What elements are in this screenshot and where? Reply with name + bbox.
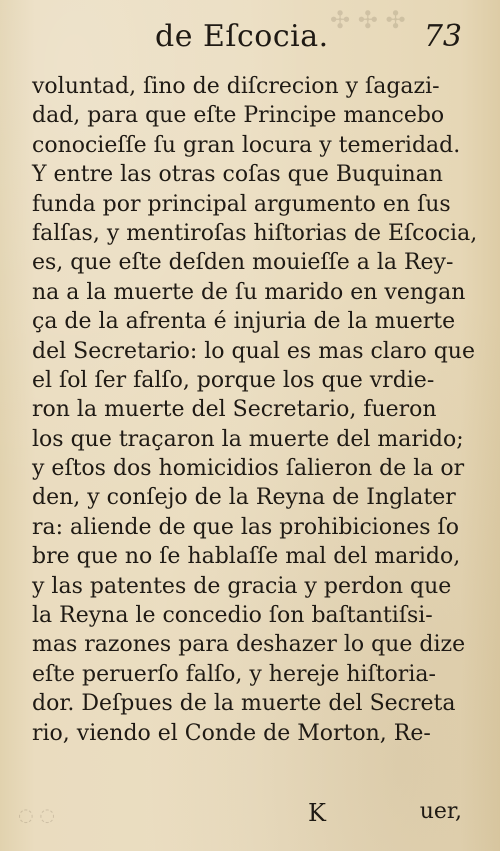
running-head: de Eſcocia. [155,19,329,54]
signature-mark: K [308,799,326,827]
text-line: den, y conſejo de la Reyna de Inglater [32,485,456,511]
show-through-text: ✣ ✣ ✣ [330,6,406,34]
text-line: rio, viendo el Conde de Morton, Re- [32,720,431,746]
body-text [32,72,478,748]
text-line: voluntad, ſino de diſcrecion y ſagazi- [32,74,440,99]
text-line: ron la muerte del Secretario, fueron [32,397,437,423]
text-line: falſas, y mentiroſas hiſtorias de Eſcocia, [32,220,478,246]
text-line: mas razones para deshazer lo que dize [32,632,466,658]
text-line: los que traçaron la muerte del marido; [32,426,464,452]
page-footer [0,794,500,834]
text-line: conocieſſe ſu gran locura y temeridad. [32,132,461,158]
text-line: y eſtos dos homicidios ſalieron de la or [32,456,465,482]
text-line: bre que no ſe hablaſſe mal del marido, [32,544,461,570]
text-line: Y entre las otras coſas que Buquinan [32,162,443,188]
text-line: y las patentes de gracia y perdon que [32,573,452,599]
text-line: dor. Deſpues de la muerte del Secreta [32,691,456,717]
text-line: ça de la afrenta é injuria de la muerte [32,309,456,335]
text-line: la Reyna le concedio ſon baſtantiſsi- [32,603,433,629]
text-line: el ſol ſer falſo, porque los que vrdie- [32,367,435,393]
text-line: es, que eſte deſden mouieſſe a la Rey- [32,250,454,276]
page-number: 73 [423,19,462,54]
faint-ink-mark: ◌ ◌ [18,805,56,826]
text-line: ra: aliende de que las prohibiciones ſo [32,514,459,540]
text-line: eſte peruerſo falſo, y hereje hiſtoria- [32,661,436,687]
text-line: dad, para que eſte Principe mancebo [32,103,445,129]
text-line: na a la muerte de ſu marido en vengan [32,279,466,305]
text-line: funda por principal argumento en ſus [32,191,451,217]
catchword: uer, [419,799,462,824]
page-header [0,10,500,64]
text-line: del Secretario: lo qual es mas claro que [32,338,475,364]
